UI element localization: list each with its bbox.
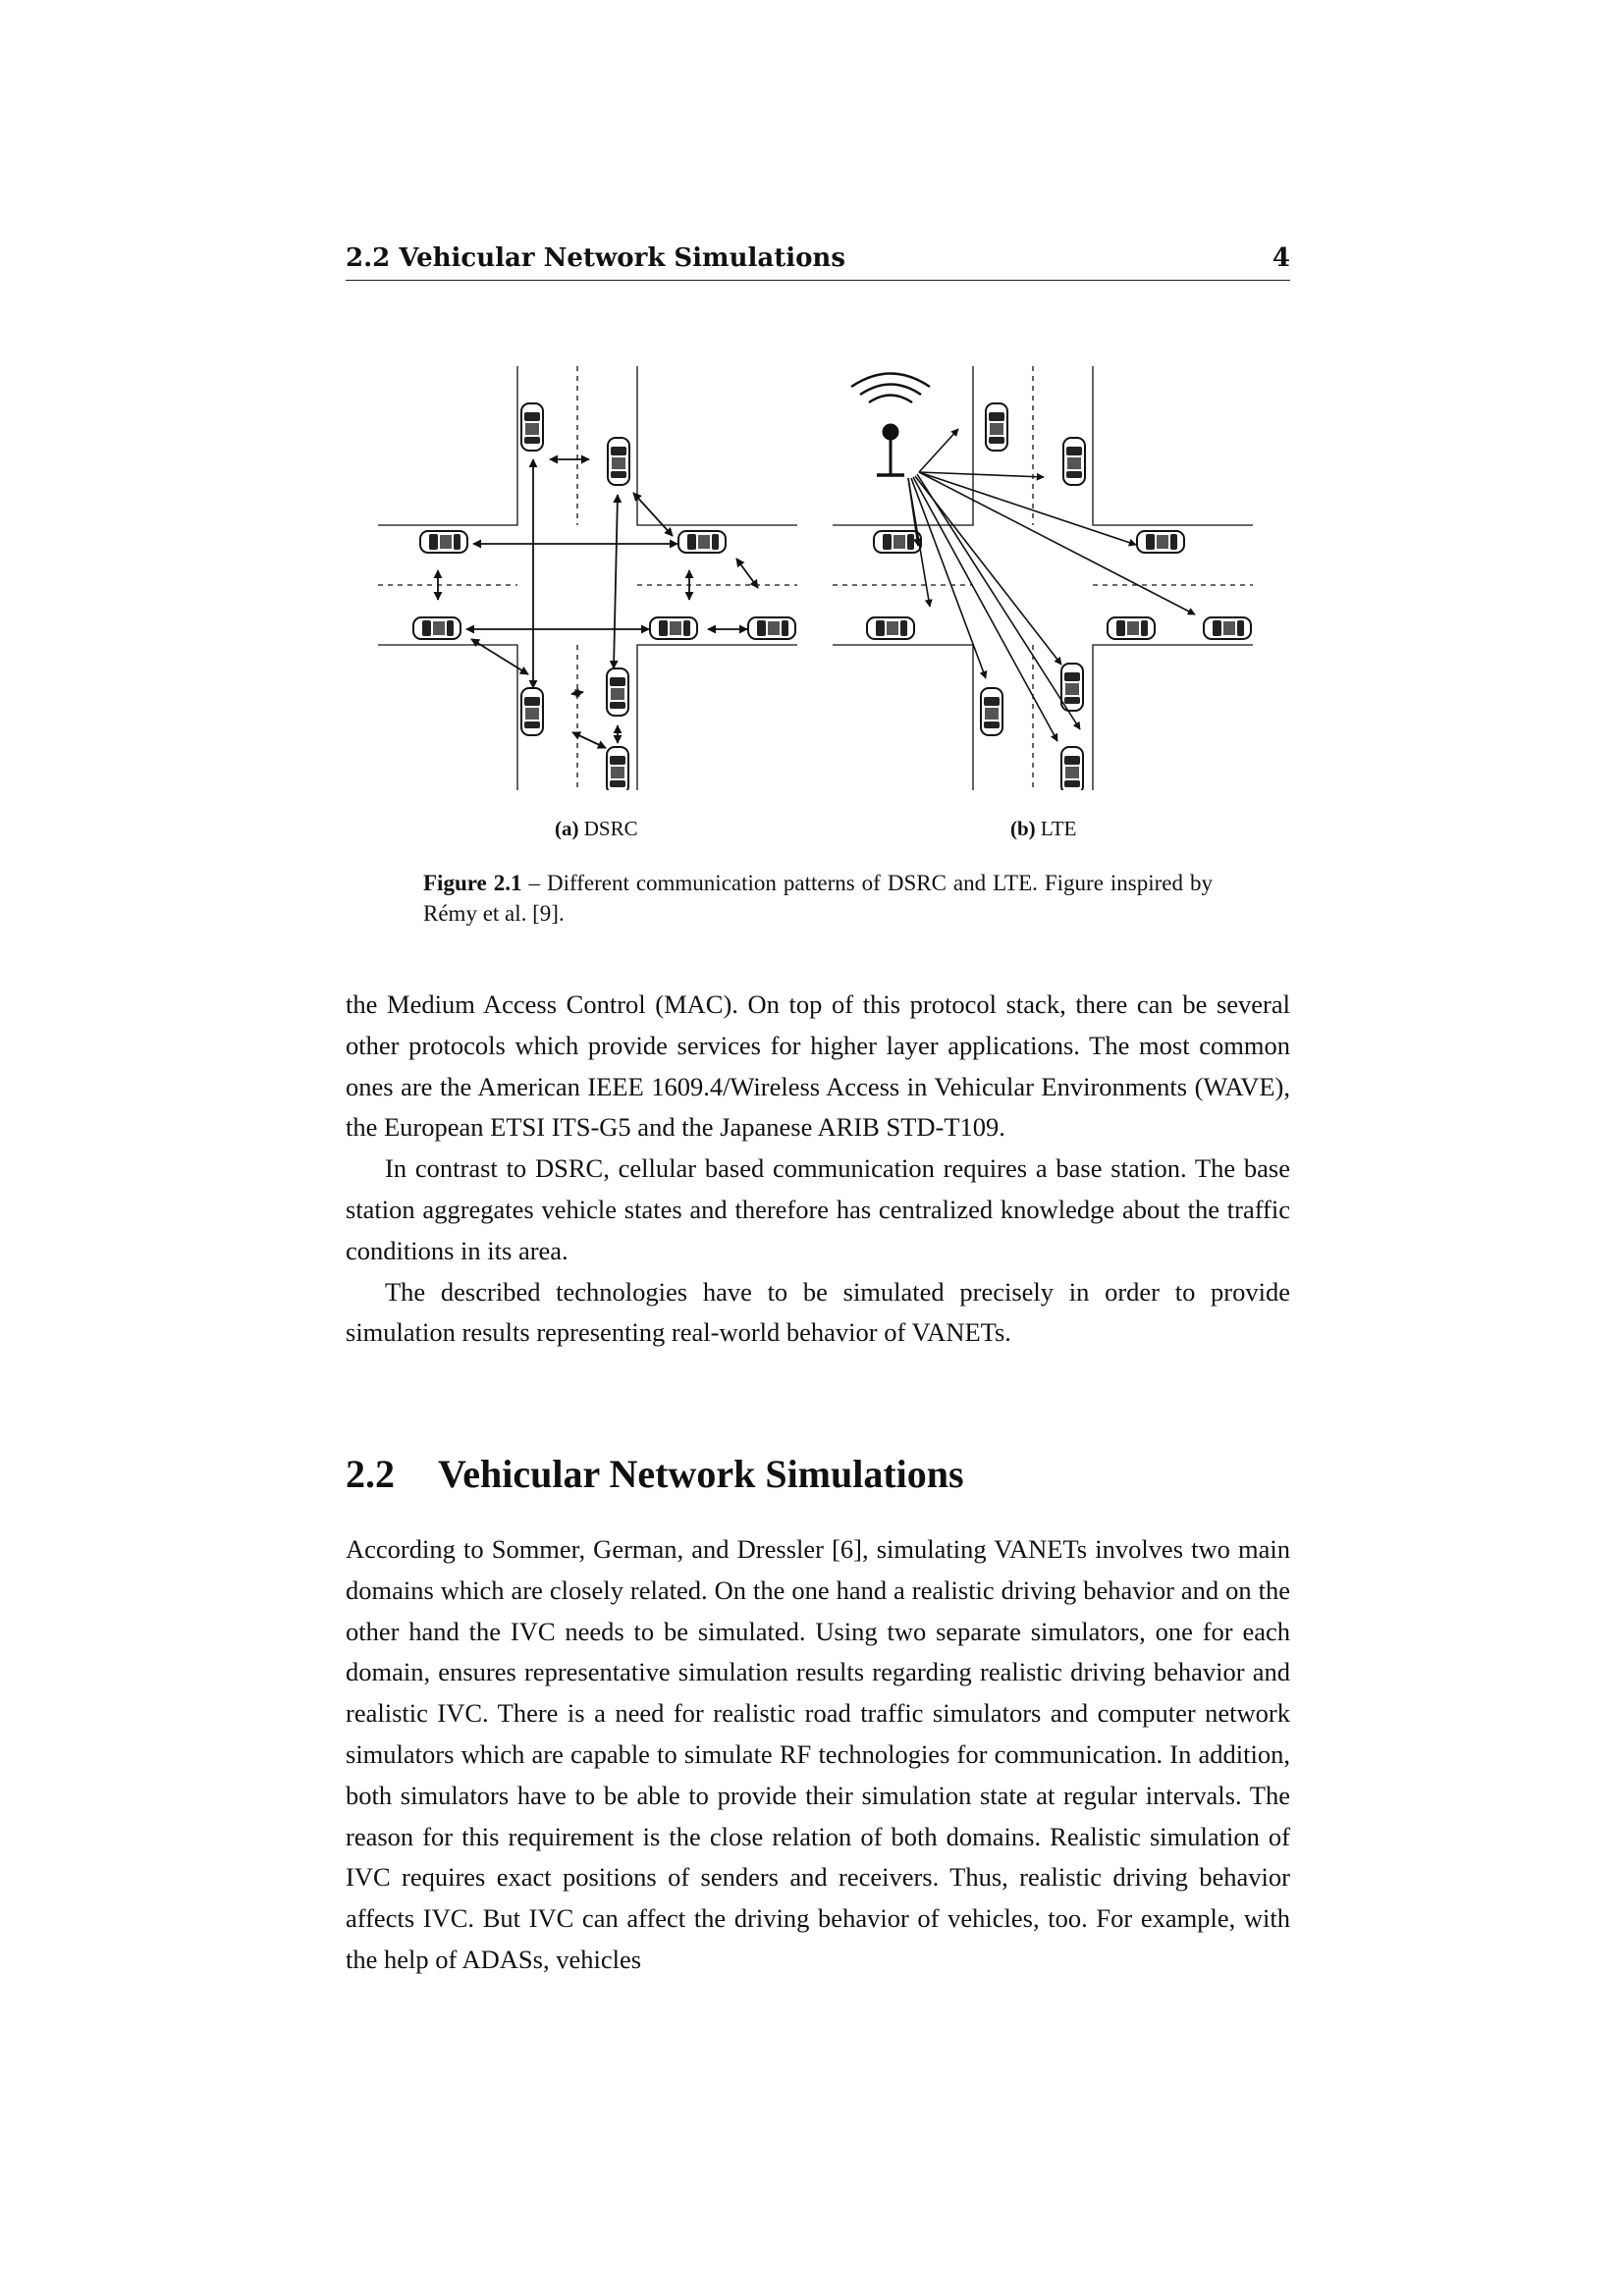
section-number: 2.2 — [346, 1452, 395, 1496]
base-station-icon — [851, 374, 930, 476]
figure-2-1 — [373, 358, 1257, 790]
subcaption-a — [555, 815, 638, 842]
figure-caption-label: Figure 2.1 — [423, 871, 522, 895]
figure-caption-text: – Different communication patterns of DSRC and LTE. Figure inspired by Rémy et al. [9]. — [423, 871, 1214, 926]
body-text-bottom — [346, 1529, 1290, 1981]
dsrc-intersection — [378, 366, 797, 790]
running-header — [346, 241, 1290, 281]
paragraph: According to Sommer, German, and Dressler [6], simulating VANETs involves two main domains which are closely related. On the one hand a realistic driving behavior and on the other hand the IVC needs to be simulated. Using two separate simulators, one for each domain, ensures representative simulation results regarding realistic driving behavior and realistic IVC. There is a need for realistic road traffic simulators and computer network simulators which are capable to simulate RF technologies for communication. In addition, both simulators have to be able to provide their simulation state at regular intervals. The reason for this requirement is the close relation of both domains. Realistic simulation of IVC requires exact positions of senders and receivers. Thus, realistic driving behavior affects IVC. But IVC can affect the driving behavior of vehicles, too. For example, with the help of ADASs, vehicles — [346, 1534, 1290, 1974]
page-number: 4 — [1272, 243, 1290, 273]
subcaption-b-text: LTE — [1040, 817, 1077, 840]
section-heading — [346, 1449, 1290, 1500]
subcaption-a-text: DSRC — [583, 817, 638, 840]
body-text-top — [346, 985, 1290, 1354]
running-header-title: 2.2 Vehicular Network Simulations — [346, 243, 845, 273]
intersection-diagrams — [373, 358, 1257, 790]
subcaption-a-label: (a) — [555, 817, 579, 840]
paragraph: In contrast to DSRC, cellular based communication requires a base station. The base station aggregates vehicle states and therefore has centralized knowledge about the traffic conditions in its area. — [346, 1153, 1290, 1265]
section-title: Vehicular Network Simulations — [438, 1452, 964, 1496]
figure-caption — [423, 868, 1213, 929]
paragraph: The described technologies have to be simulated precisely in order to provide simulation results representing real-world behavior of VANETs. — [346, 1276, 1290, 1348]
subcaption-b-label: (b) — [1010, 817, 1036, 840]
lte-intersection — [833, 366, 1253, 790]
paragraph: the Medium Access Control (MAC). On top of this protocol stack, there can be several other protocols which provide services for higher layer applications. The most common ones are the American IEEE 1609.4/Wireless Access in Vehicular Environments (WAVE), the European ETSI ITS-G5 and the Japanese ARIB STD-T109. — [346, 989, 1290, 1143]
subcaption-b — [1010, 815, 1076, 842]
